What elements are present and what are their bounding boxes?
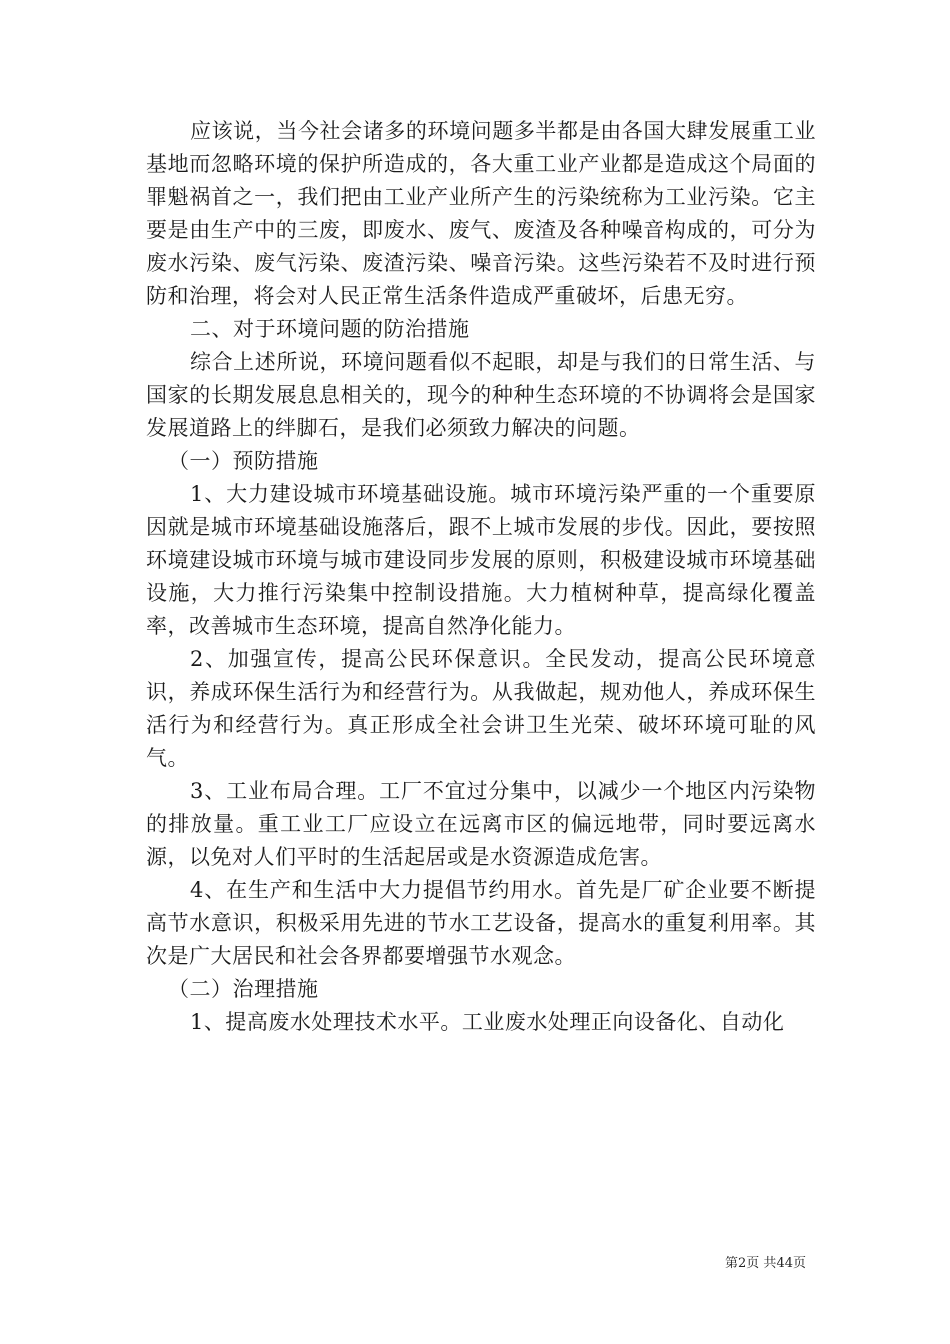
subsection-heading-treatment: （二）治理措施 [168, 977, 319, 1001]
paragraph-water-saving: 4、在生产和生活中大力提倡节约用水。首先是厂矿企业要不断提高节水意识，积极采用先进的节水工艺设备，提高水的重复利用率。其次是广大居民和社会各界都要增强节水观念。 [146, 878, 816, 968]
paragraph-awareness: 2、加强宣传，提高公民环保意识。全民发动，提高公民环境意识，养成环保生活行为和经营行为。从我做起，规劝他人，养成环保生活行为和经营行为。真正形成全社会讲卫生光荣、破坏环境可耻的风气。 [146, 647, 816, 770]
paragraph-industrial-pollution: 应该说，当今社会诸多的环境问题多半都是由各国大肆发展重工业基地而忽略环境的保护所造成的，各大重工业产业都是造成这个局面的罪魁祸首之一，我们把由工业产业所产生的污染统称为工业污染。它主要是由生产中的三废，即废水、废气、废渣及各种噪音构成的，可分为废水污染、废气污染、废渣污染、噪音污染。这些污染若不及时进行预防和治理，将会对人民正常生活条件造成严重破坏，后患无穷。 [146, 119, 816, 308]
paragraph-wastewater: 1、提高废水处理技术水平。工业废水处理正向设备化、自动化 [190, 1010, 785, 1034]
paragraph-infrastructure: 1、大力建设城市环境基础设施。城市环境污染严重的一个重要原因就是城市环境基础设施落后，跟不上城市发展的步伐。因此，要按照环境建设城市环境与城市建设同步发展的原则，积极建设城市环境基础设施，大力推行污染集中控制设措施。大力植树种草，提高绿化覆盖率，改善城市生态环境，提高自然净化能力。 [146, 482, 816, 638]
paragraph-industrial-layout: 3、工业布局合理。工厂不宜过分集中，以减少一个地区内污染物的排放量。重工业工厂应设立在远离市区的偏远地带，同时要远离水源，以免对人们平时的生活起居或是水资源造成危害。 [146, 779, 816, 869]
section-heading-prevention-treatment: 二、对于环境问题的防治措施 [190, 317, 470, 341]
document-body [146, 115, 816, 1039]
footer-suffix: 页 [792, 1256, 806, 1271]
footer-prefix: 第 [725, 1256, 739, 1271]
paragraph-summary: 综合上述所说，环境问题看似不起眼，却是与我们的日常生活、与国家的长期发展息息相关的，现今的种种生态环境的不协调将会是国家发展道路上的绊脚石，是我们必须致力解决的问题。 [146, 350, 816, 440]
page-number-footer [0, 1252, 806, 1271]
subsection-heading-prevention: （一）预防措施 [168, 449, 319, 473]
footer-page-number: 2 [738, 1256, 747, 1271]
footer-total-pages: 44 [776, 1256, 793, 1271]
footer-middle: 页 共 [746, 1256, 777, 1271]
